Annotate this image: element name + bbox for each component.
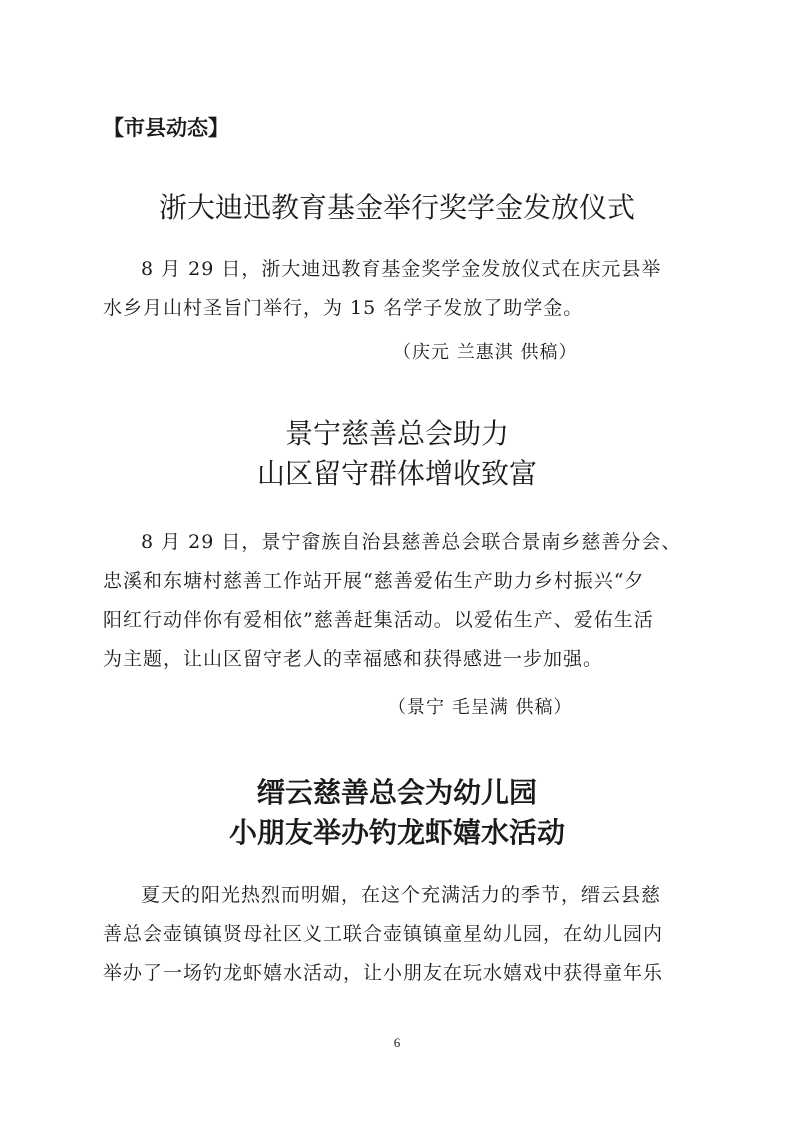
article-3-body-line-3: 举办了一场钓龙虾嬉水活动，让小朋友在玩水嬉戏中获得童年乐 (103, 962, 664, 984)
article-1-title (0, 188, 794, 228)
article-3-body (103, 876, 691, 993)
article-1-title-line-1: 浙大迪迅教育基金举行奖学金发放仪式 (158, 191, 635, 224)
article-1-body-line-2: 水乡月山村圣旨门举行，为 15 名学子发放了助学金。 (103, 297, 584, 319)
article-2-body (103, 523, 691, 679)
article-3-title-line-2: 小朋友举办钓龙虾嬉水活动 (228, 816, 565, 849)
article-2-body-line-2: 忠溪和东塘村慈善工作站开展“慈善爱佑生产助力乡村振兴“夕 (103, 570, 645, 592)
article-3-body-line-1: 夏天的阳光热烈而明媚，在这个充满活力的季节，缙云县慈 (141, 884, 662, 906)
article-3-title-line-1: 缙云慈善总会为幼儿园 (256, 776, 537, 809)
article-2-title (0, 414, 794, 494)
article-2-title-line-1: 景宁慈善总会助力 (284, 417, 509, 450)
article-2-title-line-2: 山区留守群体增收致富 (256, 457, 537, 490)
article-2-body-line-3: 阳红行动伴你有爱相依”慈善赶集活动。以爱佑生产、爱佑生活 (103, 609, 654, 631)
section-tag: 【市县动态】 (103, 116, 229, 140)
article-2-body-line-1: 8 月 29 日，景宁畲族自治县慈善总会联合景南乡慈善分会、 (141, 531, 682, 553)
article-3-title (0, 773, 794, 853)
article-2-credit: （景宁 毛呈满 供稿） (388, 697, 573, 718)
article-1-credit: （庆元 兰惠淇 供稿） (393, 342, 578, 363)
article-1-body (103, 250, 691, 328)
article-2-body-line-4: 为主题，让山区留守老人的幸福感和获得感进一步加强。 (103, 648, 604, 670)
article-3-body-line-2: 善总会壶镇镇贤母社区义工联合壶镇镇童星幼儿园，在幼儿园内 (103, 923, 664, 945)
article-1-body-line-1: 8 月 29 日，浙大迪迅教育基金奖学金发放仪式在庆元县举 (141, 258, 662, 280)
page-number: 6 (393, 1035, 401, 1050)
